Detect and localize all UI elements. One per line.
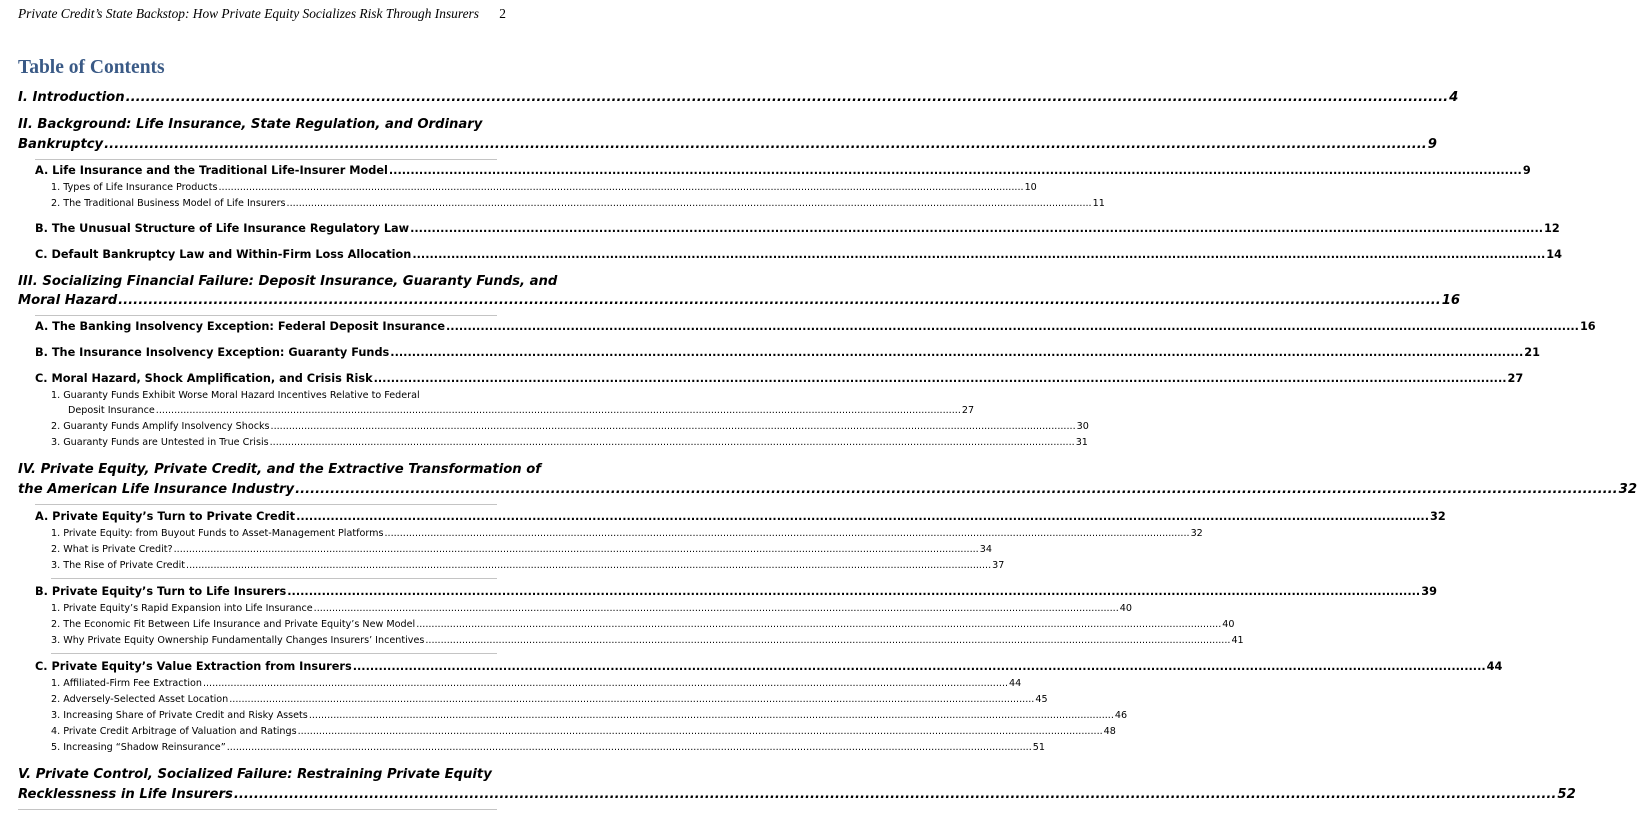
toc-entry-private-equity-cont[interactable]: the American Life Insurance Industry ..... 32: [18, 482, 497, 497]
toc-entry-4b[interactable]: B. Private Equity’s Turn to Life Insurers ..... 39: [35, 585, 497, 598]
toc-page-number: 30: [1076, 421, 1089, 432]
toc-page-number: 32: [1190, 528, 1203, 539]
toc-entry-2c[interactable]: C. Default Bankruptcy Law and Within-Firm Loss Allocation ..... 14: [35, 248, 497, 261]
section-divider: [35, 504, 497, 505]
toc-page-number: 27: [961, 405, 975, 416]
toc-entry-4a[interactable]: A. Private Equity’s Turn to Private Credit ..... 32: [35, 510, 497, 523]
toc-entry-private-control-cont[interactable]: Recklessness in Life Insurers ..... 52: [18, 787, 497, 802]
toc-page-number: 39: [1421, 585, 1437, 598]
toc-page-number: 32: [1430, 510, 1446, 523]
toc-page-number: 48: [1103, 726, 1116, 737]
toc-page-number: 4: [1449, 90, 1459, 105]
toc-page-number: 46: [1114, 710, 1128, 721]
toc-entry-introduction[interactable]: I. Introduction ..... 4: [18, 90, 497, 105]
toc-page-number: 45: [1035, 694, 1048, 705]
toc-entry-2a[interactable]: A. Life Insurance and the Traditional Life-Insurer Model ..... 9: [35, 164, 497, 177]
toc-entry-3c[interactable]: C. Moral Hazard, Shock Amplification, and Crisis Risk ..... 27: [35, 372, 497, 385]
toc-page-number: 52: [1557, 787, 1576, 802]
toc-entry-4c2[interactable]: 2. Adversely-Selected Asset Location ..... 45: [51, 694, 497, 705]
toc-page-number: 51: [1032, 742, 1045, 753]
toc-entry-2b[interactable]: B. The Unusual Structure of Life Insurance Regulatory Law ..... 12: [35, 222, 497, 235]
toc-page-number: 37: [992, 560, 1005, 571]
toc-entry-4b3[interactable]: 3. Why Private Equity Ownership Fundamentally Changes Insurers’ Incentives ..... 41: [51, 635, 497, 646]
toc-page-number: 21: [1524, 346, 1540, 359]
toc-entry-4c[interactable]: C. Private Equity’s Value Extraction from Insurers ..... 44: [35, 660, 497, 673]
toc-entry-4a3[interactable]: 3. The Rise of Private Credit ..... 37: [51, 560, 497, 571]
toc-page-number: 27: [1507, 372, 1524, 385]
toc-entry-socializing-cont[interactable]: Moral Hazard ..... 16: [18, 293, 497, 308]
toc-entry-4c3[interactable]: 3. Increasing Share of Private Credit and Risky Assets ..... 46: [51, 710, 497, 721]
section-divider: [35, 159, 497, 160]
toc-page-number: 9: [1522, 164, 1531, 177]
toc-page-number: 40: [1119, 603, 1132, 614]
toc-entry-4a2[interactable]: 2. What is Private Credit? ..... 34: [51, 544, 497, 555]
toc-entry-background[interactable]: II. Background: Life Insurance, State Regulation, and Ordinary: [18, 117, 483, 132]
section-divider: [18, 809, 497, 810]
section-divider: [51, 653, 497, 654]
section-divider: [35, 315, 497, 316]
toc-entry-4c1[interactable]: 1. Affiliated-Firm Fee Extraction ..... 44: [51, 678, 497, 689]
toc-entry-3c1[interactable]: 1. Guaranty Funds Exhibit Worse Moral Hazard Incentives Relative to Federal: [51, 390, 420, 401]
toc-entry-3a[interactable]: A. The Banking Insolvency Exception: Federal Deposit Insurance ..... 16: [35, 320, 497, 333]
toc-entry-2a1[interactable]: 1. Types of Life Insurance Products ..... 10: [51, 182, 497, 193]
toc-entry-4c4[interactable]: 4. Private Credit Arbitrage of Valuation and Ratings ..... 48: [51, 726, 497, 737]
toc-page-number: 9: [1427, 137, 1437, 152]
toc-page-number: 12: [1544, 222, 1560, 235]
toc-page-number: 16: [1579, 320, 1596, 333]
toc-page-number: 32: [1618, 482, 1637, 497]
toc-entry-3b[interactable]: B. The Insurance Insolvency Exception: Guaranty Funds ..... 21: [35, 346, 497, 359]
toc-entry-4b2[interactable]: 2. The Economic Fit Between Life Insurance and Private Equity’s New Model ..... 40: [51, 619, 497, 630]
toc-page-number: 11: [1092, 198, 1105, 209]
toc-page-number: 41: [1231, 635, 1244, 646]
toc-entry-2a2[interactable]: 2. The Traditional Business Model of Life Insurers ..... 11: [51, 198, 497, 209]
toc-page-number: 40: [1222, 619, 1235, 630]
toc-entry-3c2[interactable]: 2. Guaranty Funds Amplify Insolvency Shocks ..... 30: [51, 421, 497, 432]
running-head: [18, 6, 506, 22]
toc-page-number: 44: [1486, 660, 1503, 673]
toc-page-number: 10: [1024, 182, 1037, 193]
page-number: 2: [499, 6, 506, 21]
toc-entry-private-equity[interactable]: IV. Private Equity, Private Credit, and the Extractive Transformation of: [18, 462, 542, 477]
toc-page-number: 14: [1546, 248, 1563, 261]
toc-entry-socializing[interactable]: III. Socializing Financial Failure: Deposit Insurance, Guaranty Funds, and: [18, 274, 558, 289]
toc-page-number: 44: [1009, 678, 1022, 689]
section-divider: [51, 578, 497, 579]
toc-page-number: 34: [979, 544, 992, 555]
toc-heading: Table of Contents: [18, 57, 165, 78]
toc-entry-3c3[interactable]: 3. Guaranty Funds are Untested in True Crisis ..... 31: [51, 437, 497, 448]
toc-page-number: 16: [1441, 293, 1461, 308]
toc-entry-4b1[interactable]: 1. Private Equity’s Rapid Expansion into Life Insurance ..... 40: [51, 603, 497, 614]
toc-entry-4a1[interactable]: 1. Private Equity: from Buyout Funds to Asset-Management Platforms ..... 32: [51, 528, 497, 539]
toc-entry-private-control[interactable]: V. Private Control, Socialized Failure: Restraining Private Equity: [18, 767, 492, 782]
toc-entry-4c5[interactable]: 5. Increasing “Shadow Reinsurance” ..... 51: [51, 742, 497, 753]
toc-entry-background-cont[interactable]: Bankruptcy ..... 9: [18, 137, 497, 152]
toc-page-number: 31: [1075, 437, 1088, 448]
toc-entry-3c1-cont[interactable]: Deposit Insurance ..... 27: [68, 405, 497, 416]
running-head-title: Private Credit’s State Backstop: How Private Equity Socializes Risk Through Insurers: [18, 6, 479, 21]
